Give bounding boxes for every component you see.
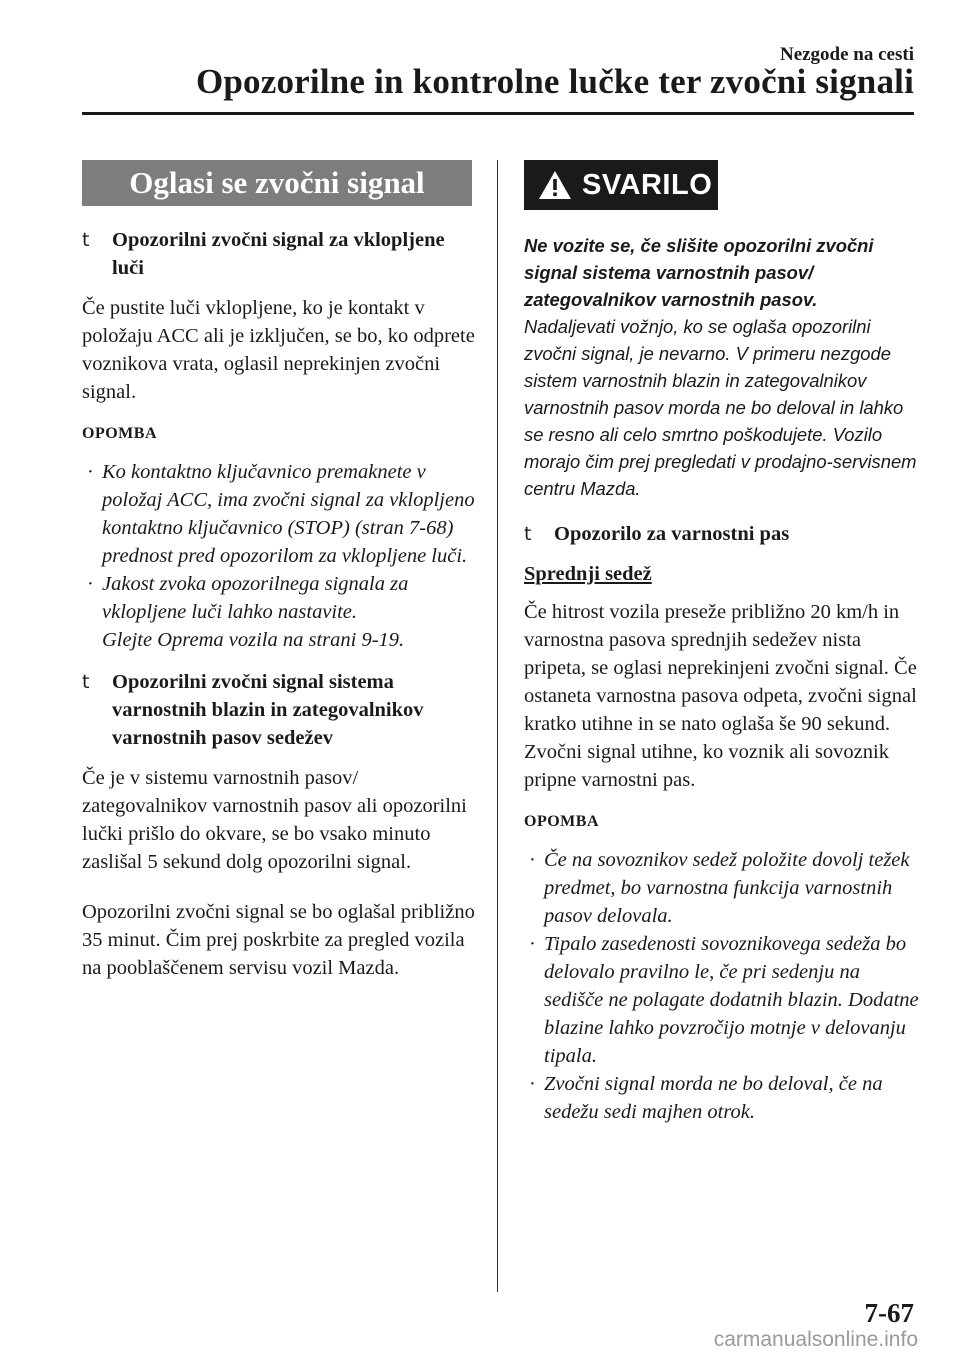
warning-label: SVARILO — [582, 169, 713, 201]
bullet-icon: · — [87, 573, 94, 595]
note-text: Tipalo zasedenosti sovoznikovega sedeža bo delovalo pravilno le, če pri sedenju na sedišče ne polagate dodatnih blazin. Dodatne blazine lahko povzročijo motnje v delovanju tipala. — [544, 933, 919, 1067]
note-item — [524, 846, 919, 930]
subheading-front-seat: Sprednji sedež — [524, 563, 652, 585]
page-title: Opozorilne in kontrolne lučke ter zvočni signali — [195, 62, 914, 101]
bullet-icon: · — [87, 461, 94, 483]
watermark: carmanualsonline.info — [713, 1328, 918, 1351]
header-section-label: Nezgode na cesti — [779, 44, 914, 65]
heading-marker-icon: t — [82, 671, 90, 693]
heading-text: Opozorilni zvočni signal sistema varnostnih blazin in zategovalnikov varnostnih pasov sedežev — [112, 671, 424, 749]
paragraph: Opozorilni zvočni signal se bo oglašal približno 35 minut. Čim prej poskrbite za pregled vozila na pooblaščenem servisu vozil Mazda. — [82, 901, 475, 979]
note-text: Jakost zvoka opozorilnega signala za vklopljene luči lahko nastavite. Glejte Oprema vozila na strani 9-19. — [102, 573, 409, 651]
heading-seatbelt-warning — [524, 520, 919, 548]
note-list — [82, 458, 477, 654]
right-column — [524, 160, 919, 1138]
note-text: Ko kontaktno ključavnico premaknete v položaj ACC, ima zvočni signal za vklopljeno kontaktno ključavnico (STOP) (stran 7-68) prednost pred opozorilom za vklopljene luči. — [102, 461, 475, 567]
page-number: 7-67 — [864, 1298, 914, 1328]
header-divider — [82, 112, 914, 115]
note-item — [82, 458, 477, 570]
paragraph: Če pustite luči vklopljene, ko je kontakt v položaju ACC ali je izključen, se bo, ko odprete voznikova vrata, oglasil neprekinjen zvočni signal. — [82, 297, 475, 403]
warning-bold-text: Ne vozite se, če slišite opozorilni zvočni signal sistema varnostnih pasov/ zategovalnikov varnostnih pasov. — [524, 235, 874, 310]
note-label: OPOMBA — [82, 425, 157, 442]
column-divider — [497, 160, 498, 1292]
warning-text: Nadaljevati vožnjo, ko se oglaša opozorilni zvočni signal, je nevarno. V primeru nezgode sistem varnostnih blazin in zategovalnikov varnostnih pasov morda ne bo deloval in lahko se resno ali celo smrtno poškodujete. Vozilo morajo čim prej pregledati v prodajno-servisnem centru Mazda. — [524, 316, 917, 499]
heading-light-reminder — [82, 226, 477, 282]
heading-text: Opozorilo za varnostni pas — [554, 523, 790, 545]
bullet-icon: · — [529, 1073, 536, 1095]
note-item — [82, 570, 477, 654]
heading-text: Opozorilni zvočni signal za vklopljene luči — [112, 229, 445, 279]
warning-badge — [524, 160, 718, 210]
paragraph: Če je v sistemu varnostnih pasov/ zategovalnikov varnostnih pasov ali opozorilni lučki prišlo do okvare, se bo vsako minuto zaslišal 5 sekund dolg opozorilni signal. — [82, 767, 467, 873]
heading-airbag-beeper — [82, 668, 477, 752]
note-label: OPOMBA — [524, 813, 599, 830]
note-item — [524, 930, 919, 1070]
warning-triangle-icon — [538, 170, 572, 200]
warning-body — [524, 232, 919, 502]
section-banner: Oglasi se zvočni signal — [82, 160, 472, 206]
note-item — [524, 1070, 919, 1126]
heading-marker-icon: t — [524, 523, 532, 545]
note-list — [524, 846, 919, 1126]
note-text: Če na sovoznikov sedež položite dovolj težek predmet, bo varnostna funkcija varnostnih pasov delovala. — [544, 849, 910, 927]
left-column — [82, 226, 477, 996]
paragraph: Če hitrost vozila preseže približno 20 km/h in varnostna pasova sprednjih sedežev nista pripeta, se oglasi neprekinjeni zvočni signal. Če ostaneta varnostna pasova odpeta, zvočni signal kratko utihne in se nato oglaša še 90 sekund. Zvočni signal utihne, ko voznik ali sovoznik pripne varnostni pas. — [524, 601, 917, 791]
bullet-icon: · — [529, 849, 536, 871]
bullet-icon: · — [529, 933, 536, 955]
heading-marker-icon: t — [82, 229, 90, 251]
note-text: Zvočni signal morda ne bo deloval, če na sedežu sedi majhen otrok. — [544, 1073, 883, 1123]
